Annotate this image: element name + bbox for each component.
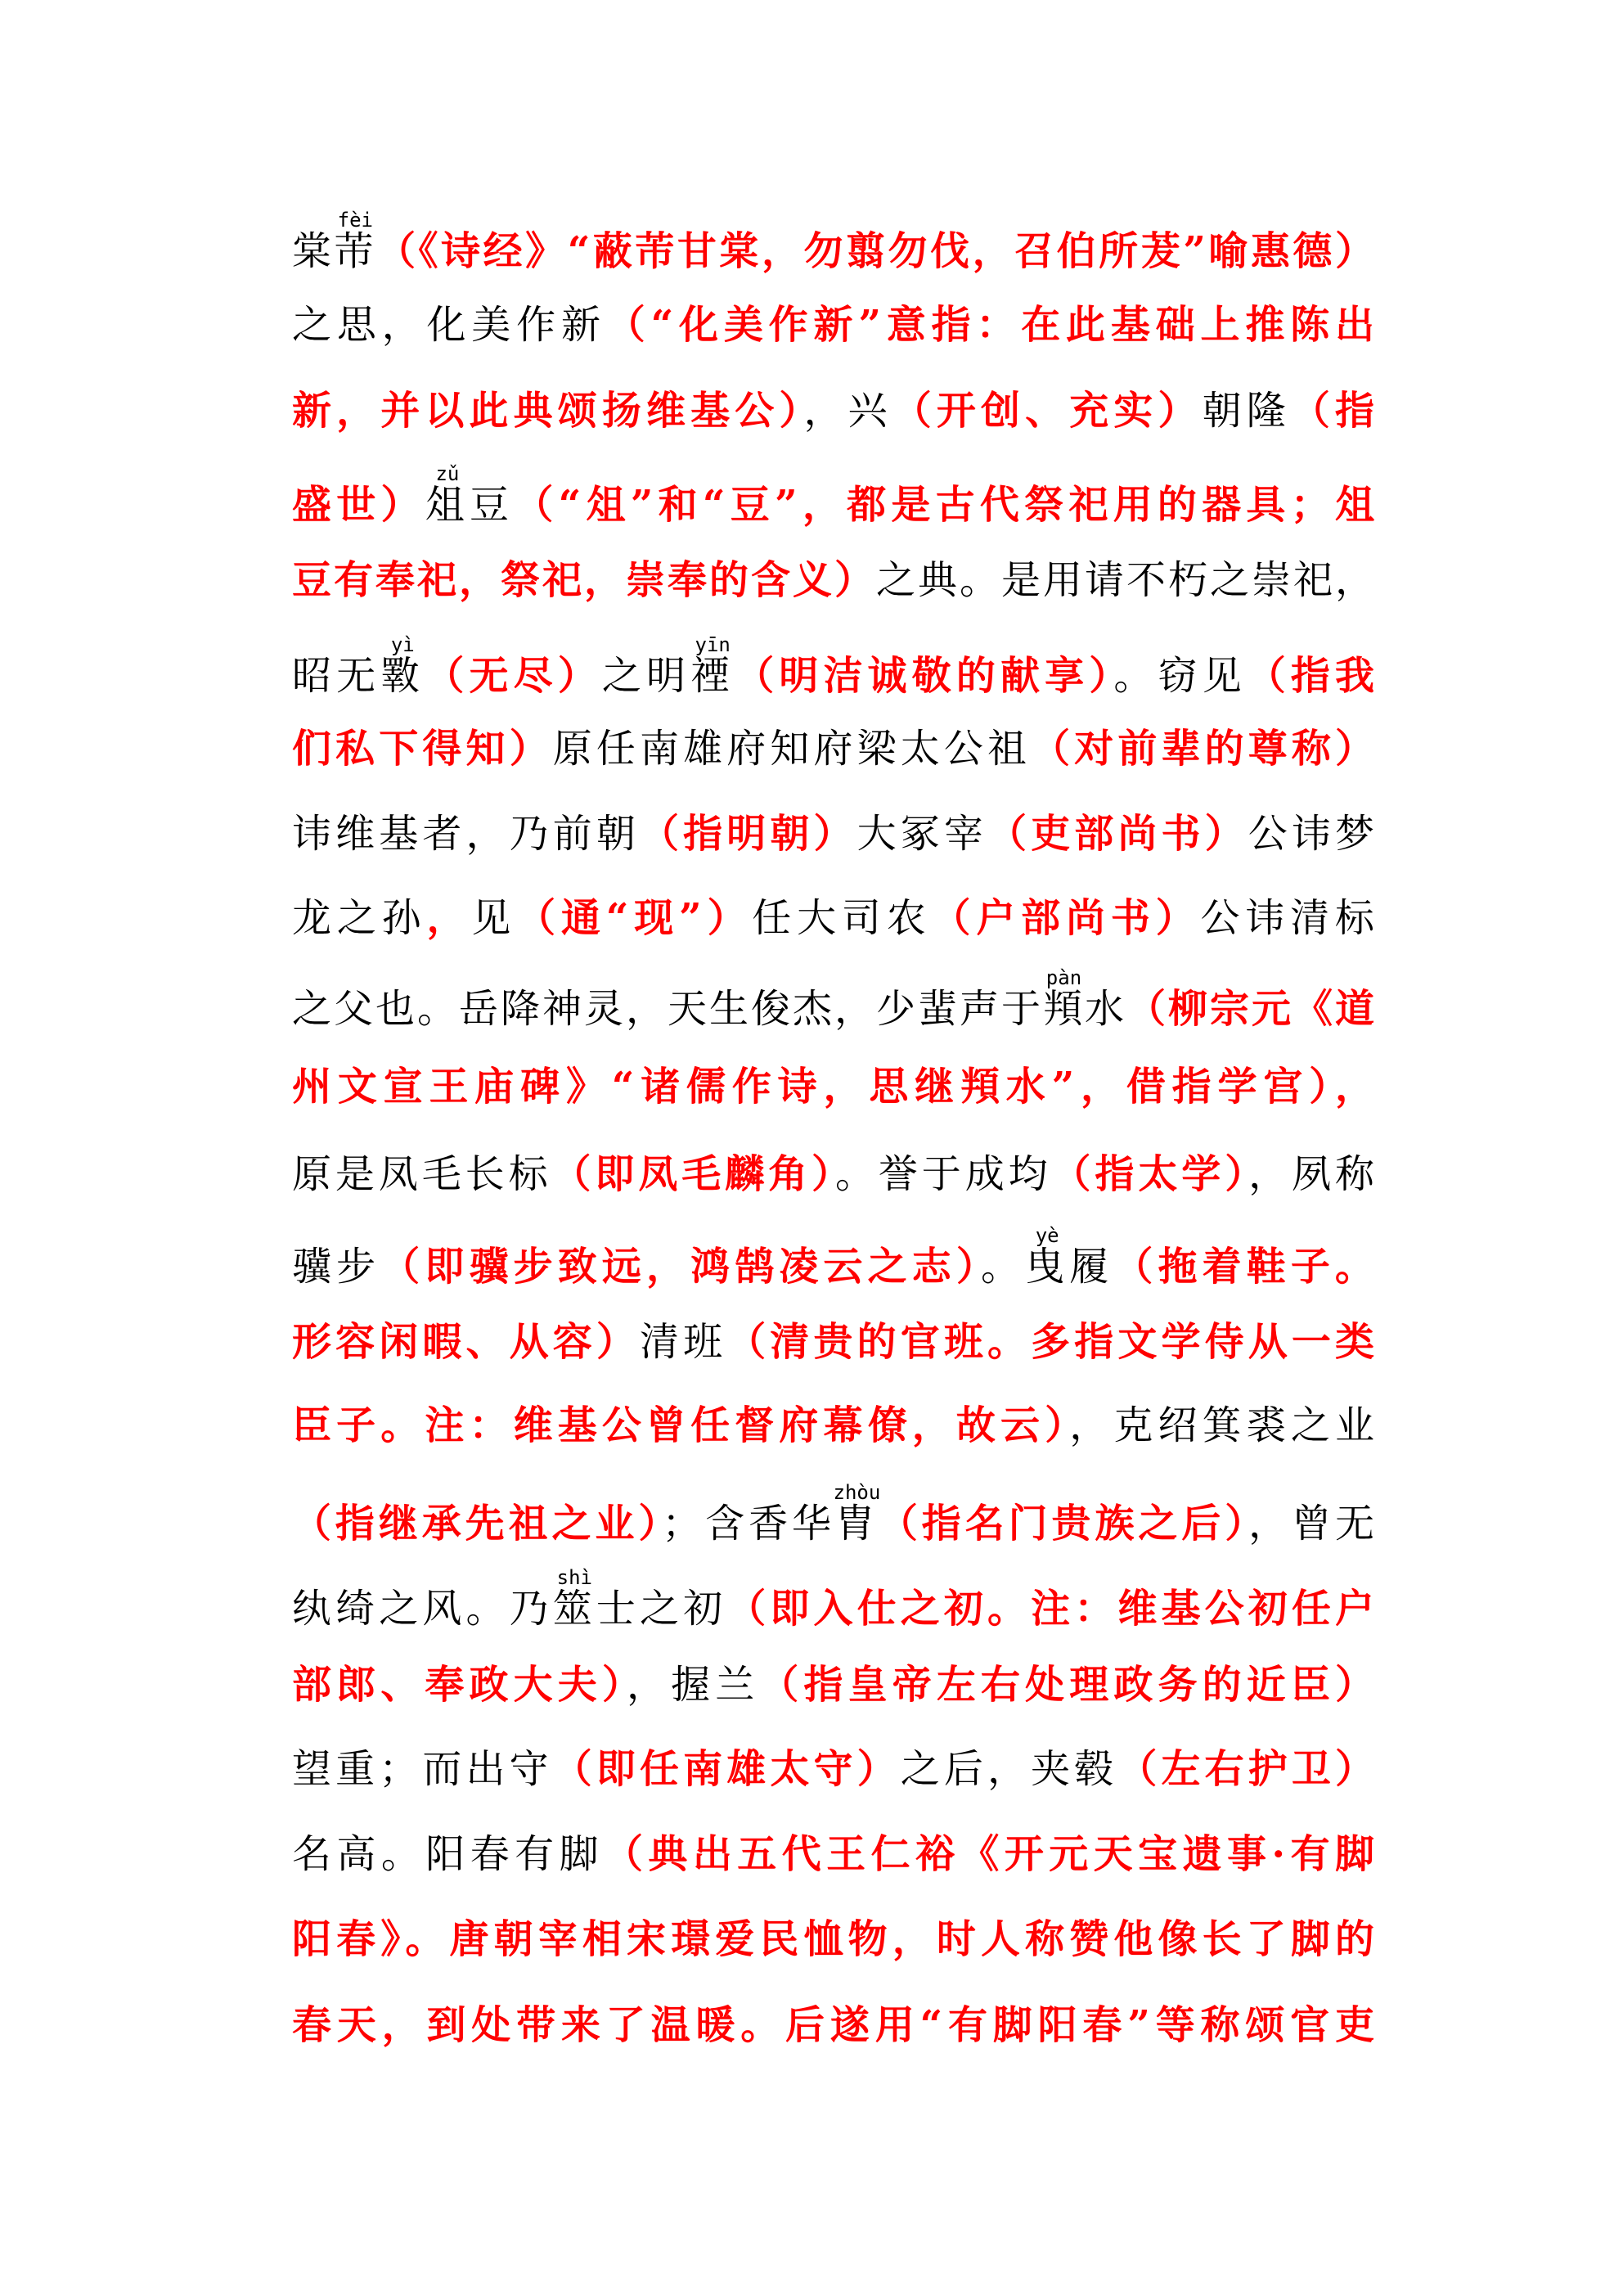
annotation-text: 盛世） bbox=[292, 482, 425, 528]
body-text: 之后，夹毂 bbox=[900, 1746, 1118, 1792]
body-text: 大冢宰 bbox=[856, 811, 987, 857]
body-text: 讳维基者，乃前朝 bbox=[292, 811, 640, 857]
text-line bbox=[292, 966, 1374, 1033]
annotation-text: 豆有奉祀，祭祀，崇奉的含义） bbox=[292, 557, 876, 603]
annotation-text: （《诗经》“蔽芾甘棠，勿翦勿伐，召伯所茇”喻惠德） bbox=[376, 228, 1374, 274]
pinyin-annotation: yīn bbox=[695, 633, 731, 656]
text-line bbox=[292, 1401, 1374, 1450]
text-line bbox=[292, 724, 1374, 773]
annotation-text: （即入仕之初。注：维基公初任户 bbox=[726, 1586, 1374, 1632]
body-text: 骥步 bbox=[292, 1244, 381, 1290]
body-text: 昭无 bbox=[292, 653, 381, 699]
body-text: 原是凤毛长标 bbox=[292, 1151, 552, 1197]
text-line bbox=[292, 894, 1374, 943]
annotation-text: 们私下得知） bbox=[292, 726, 553, 772]
ruby-base-char: 筮 bbox=[552, 1586, 596, 1632]
ruby-base-char: 頖 bbox=[1042, 986, 1085, 1032]
body-text: 清班 bbox=[640, 1319, 727, 1365]
text-line bbox=[292, 1062, 1374, 1111]
annotation-text: （柳宗元《道 bbox=[1126, 986, 1374, 1032]
ruby-base-char: 俎 bbox=[425, 482, 470, 528]
annotation-text: （指明朝） bbox=[639, 811, 857, 857]
annotation-text: （即凤毛麟角） bbox=[551, 1151, 835, 1197]
text-line bbox=[292, 1317, 1374, 1366]
ruby-char bbox=[1025, 1224, 1070, 1290]
annotation-text: 部郎、奉政大夫） bbox=[292, 1662, 627, 1708]
text-line bbox=[292, 2001, 1374, 2050]
body-text: 见 bbox=[471, 895, 517, 941]
annotation-text: （吏部尚书） bbox=[987, 811, 1248, 857]
annotation-text: （指皇帝左右处理政务的近臣） bbox=[759, 1662, 1374, 1708]
body-text: 之思，化美作新 bbox=[292, 302, 606, 348]
pinyin-annotation: pàn bbox=[1045, 966, 1082, 989]
text-line bbox=[292, 556, 1374, 605]
body-text: 朝隆 bbox=[1202, 388, 1291, 434]
annotation-text: （“化美作新”意指：在此基础上推陈出 bbox=[605, 302, 1374, 348]
annotation-text: 新，并以此典颂扬维基公） bbox=[292, 388, 804, 434]
ruby-base-char: 斁 bbox=[380, 653, 425, 699]
text-line bbox=[292, 1566, 1374, 1633]
body-text: ，曾无 bbox=[1248, 1501, 1374, 1546]
body-text: 公讳清标 bbox=[1200, 895, 1374, 941]
ruby-char bbox=[1042, 966, 1085, 1032]
body-text: 棠 bbox=[292, 228, 335, 274]
text-line bbox=[292, 1481, 1374, 1548]
body-text: ，夙称 bbox=[1248, 1151, 1374, 1197]
annotation-text: 臣子。注：维基公曾任督府幕僚，故云） bbox=[292, 1402, 1070, 1448]
text-line bbox=[292, 809, 1374, 858]
text-line bbox=[292, 1830, 1374, 1879]
ruby-char bbox=[380, 633, 425, 699]
text-line bbox=[292, 1745, 1374, 1794]
text-line bbox=[292, 633, 1374, 700]
annotation-text: （通“现”） bbox=[516, 895, 753, 941]
body-text: 。窃见 bbox=[1113, 653, 1247, 699]
pinyin-annotation: yè bbox=[1035, 1224, 1059, 1247]
annotation-text: （拖着鞋子。 bbox=[1113, 1244, 1374, 1290]
ruby-base-char: 曳 bbox=[1025, 1244, 1070, 1290]
annotation-text: ， bbox=[426, 895, 472, 941]
pinyin-annotation: yì bbox=[390, 633, 415, 656]
text-line bbox=[292, 300, 1374, 349]
body-text: 纨绮之风。乃 bbox=[292, 1586, 553, 1632]
body-text: 。誉于成均 bbox=[834, 1151, 1052, 1197]
ruby-char bbox=[833, 1481, 881, 1546]
annotation-text: （指 bbox=[1290, 388, 1374, 434]
text-line bbox=[292, 1915, 1374, 1964]
annotation-text: （指我 bbox=[1246, 653, 1374, 699]
body-text: 士之初 bbox=[596, 1586, 727, 1632]
pinyin-annotation: zhòu bbox=[833, 1481, 881, 1504]
body-text: 之父也。岳降神灵，天生俊杰，少蜚声于 bbox=[292, 986, 1043, 1032]
body-text: 。 bbox=[980, 1244, 1026, 1290]
annotation-text: （左右护卫） bbox=[1117, 1746, 1374, 1792]
annotation-text: （典出五代王仁裕《开元天宝遗事·有脚 bbox=[604, 1831, 1374, 1877]
body-text: ，握兰 bbox=[627, 1662, 760, 1708]
body-text: 龙之孙 bbox=[292, 895, 427, 941]
text-line bbox=[292, 1150, 1374, 1199]
body-text: 公讳梦 bbox=[1248, 811, 1374, 857]
ruby-char bbox=[690, 633, 735, 699]
annotation-text: （户部尚书） bbox=[931, 895, 1201, 941]
annotation-text: 阳春》。唐朝宰相宋璟爱民恤物，时人称赞他像长了脚的 bbox=[292, 1916, 1374, 1962]
text-line bbox=[292, 1224, 1374, 1291]
ruby-base-char: 禋 bbox=[690, 653, 735, 699]
annotation-text: （指名门贵族之后） bbox=[878, 1501, 1249, 1546]
ruby-char bbox=[552, 1566, 596, 1632]
body-text: 名高。阳春有脚 bbox=[292, 1831, 604, 1877]
annotation-text: 形容闲暇、从容） bbox=[292, 1319, 640, 1365]
body-text: 望重；而出守 bbox=[292, 1746, 553, 1792]
text-line bbox=[292, 462, 1374, 529]
ruby-char bbox=[334, 209, 377, 274]
annotation-text: （开创、充实） bbox=[892, 388, 1203, 434]
body-text: 之典。是用请不朽之崇祀， bbox=[875, 557, 1374, 603]
body-text: 之明 bbox=[601, 653, 691, 699]
pinyin-annotation: shì bbox=[556, 1566, 592, 1589]
annotation-text: （清贵的官班。多指文学侍从一类 bbox=[726, 1319, 1374, 1365]
annotation-text: （“俎”和“豆”，都是古代祭祀用的器具；俎 bbox=[514, 482, 1374, 528]
annotation-text: （无尽） bbox=[425, 653, 602, 699]
text-line bbox=[292, 386, 1374, 435]
annotation-text: （明洁诚敬的献享） bbox=[735, 653, 1114, 699]
annotation-text: （指太学） bbox=[1051, 1151, 1249, 1197]
pinyin-annotation: zǔ bbox=[435, 462, 460, 485]
body-text: ，兴 bbox=[803, 388, 892, 434]
annotation-text: 州文宣王庙碑》“诸儒作诗，思继頖水”，借指学宫）， bbox=[292, 1064, 1374, 1110]
body-text: ，克绍箕裘之业 bbox=[1069, 1402, 1374, 1448]
annotation-text: （即骥步致远，鸿鹄凌云之志） bbox=[380, 1244, 981, 1290]
body-text: 水 bbox=[1084, 986, 1126, 1032]
ruby-base-char: 胄 bbox=[834, 1501, 879, 1546]
annotation-text: 春天，到处带来了温暖。后遂用“有脚阳春”等称颂官吏 bbox=[292, 2002, 1374, 2048]
annotation-text: （指继承先祖之业） bbox=[292, 1501, 663, 1546]
text-line bbox=[292, 1660, 1374, 1709]
ruby-char bbox=[425, 462, 470, 528]
text-line bbox=[292, 209, 1374, 276]
annotation-text: （即任南雄太守） bbox=[552, 1746, 901, 1792]
body-text: 豆 bbox=[470, 482, 515, 528]
body-text: 原任南雄府知府梁太公祖 bbox=[552, 726, 1032, 772]
pinyin-annotation: fèi bbox=[337, 209, 373, 232]
body-text: ；含香华 bbox=[662, 1501, 835, 1546]
body-text: 任大司农 bbox=[752, 895, 932, 941]
annotation-text: （对前辈的尊称） bbox=[1031, 726, 1374, 772]
body-text: 履 bbox=[1069, 1244, 1114, 1290]
ruby-base-char: 芾 bbox=[334, 228, 377, 274]
